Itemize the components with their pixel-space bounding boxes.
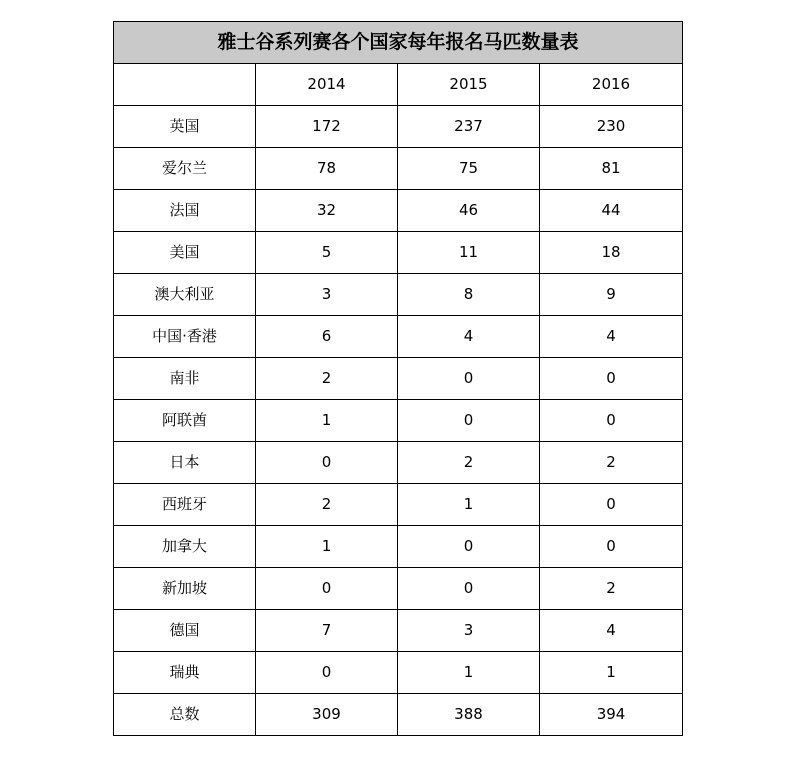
value-cell: 3 [256,274,398,316]
row-label-cell: 瑞典 [114,652,256,694]
table-row [114,694,683,736]
value-cell: 78 [256,148,398,190]
value-cell: 2 [540,568,683,610]
value-cell: 2 [256,358,398,400]
value-cell: 0 [256,442,398,484]
value-cell: 0 [540,358,683,400]
value-cell: 0 [398,568,540,610]
value-cell: 0 [540,526,683,568]
value-cell: 0 [540,484,683,526]
value-cell: 394 [540,694,683,736]
value-cell: 388 [398,694,540,736]
table-row [114,148,683,190]
table-row [114,610,683,652]
table-body [114,22,683,736]
header-cell-year: 2015 [398,64,540,106]
value-cell: 8 [398,274,540,316]
header-cell-year: 2014 [256,64,398,106]
value-cell: 75 [398,148,540,190]
value-cell: 9 [540,274,683,316]
value-cell: 4 [540,610,683,652]
value-cell: 309 [256,694,398,736]
value-cell: 6 [256,316,398,358]
horse-entries-table [113,21,683,736]
value-cell: 2 [256,484,398,526]
value-cell: 2 [398,442,540,484]
table-row [114,568,683,610]
row-label-cell: 爱尔兰 [114,148,256,190]
table-header-row [114,64,683,106]
value-cell: 18 [540,232,683,274]
table-title: 雅士谷系列赛各个国家每年报名马匹数量表 [114,22,683,64]
value-cell: 0 [398,526,540,568]
value-cell: 2 [540,442,683,484]
row-label-cell: 加拿大 [114,526,256,568]
row-label-cell: 南非 [114,358,256,400]
row-label-cell: 澳大利亚 [114,274,256,316]
value-cell: 11 [398,232,540,274]
header-cell-corner [114,64,256,106]
row-label-cell: 德国 [114,610,256,652]
value-cell: 81 [540,148,683,190]
value-cell: 172 [256,106,398,148]
value-cell: 44 [540,190,683,232]
table-row [114,232,683,274]
value-cell: 237 [398,106,540,148]
table-row [114,400,683,442]
value-cell: 0 [398,400,540,442]
value-cell: 1 [540,652,683,694]
value-cell: 0 [398,358,540,400]
value-cell: 5 [256,232,398,274]
row-label-cell: 中国·香港 [114,316,256,358]
value-cell: 3 [398,610,540,652]
table-row [114,442,683,484]
value-cell: 1 [256,400,398,442]
row-label-cell: 西班牙 [114,484,256,526]
value-cell: 4 [540,316,683,358]
table-row [114,526,683,568]
value-cell: 0 [540,400,683,442]
table-row [114,274,683,316]
value-cell: 32 [256,190,398,232]
table-row [114,190,683,232]
row-label-cell: 英国 [114,106,256,148]
value-cell: 46 [398,190,540,232]
table-row [114,316,683,358]
table-title-row [114,22,683,64]
row-label-cell: 日本 [114,442,256,484]
value-cell: 7 [256,610,398,652]
table-row [114,484,683,526]
row-label-cell: 总数 [114,694,256,736]
row-label-cell: 阿联酋 [114,400,256,442]
value-cell: 1 [256,526,398,568]
value-cell: 4 [398,316,540,358]
table-row [114,106,683,148]
table-row [114,358,683,400]
row-label-cell: 法国 [114,190,256,232]
table-row [114,652,683,694]
value-cell: 1 [398,652,540,694]
value-cell: 0 [256,652,398,694]
value-cell: 230 [540,106,683,148]
header-cell-year: 2016 [540,64,683,106]
row-label-cell: 新加坡 [114,568,256,610]
value-cell: 0 [256,568,398,610]
value-cell: 1 [398,484,540,526]
row-label-cell: 美国 [114,232,256,274]
